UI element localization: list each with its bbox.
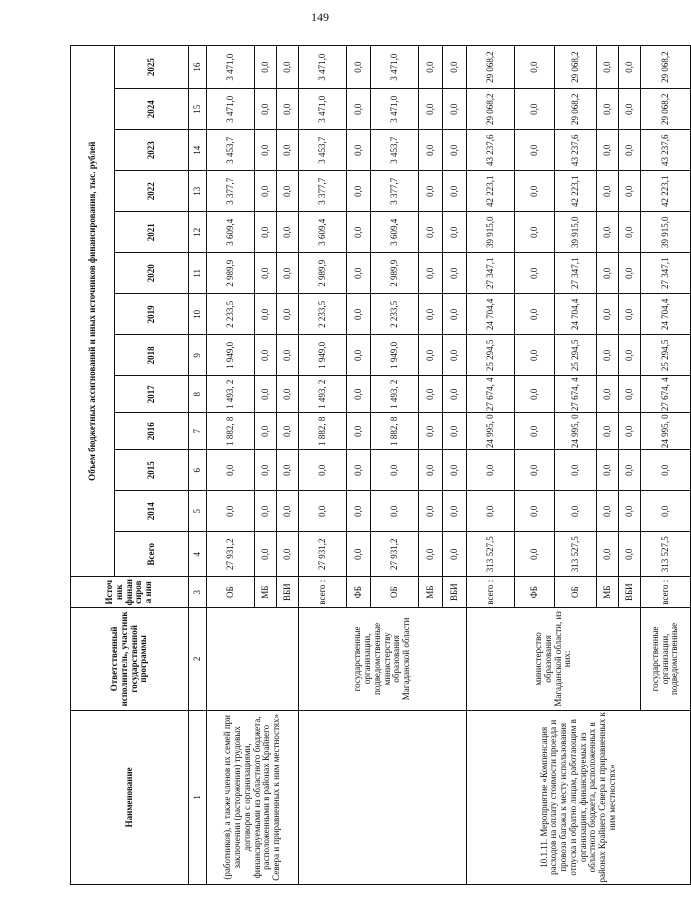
value-cell: 0,0 — [443, 46, 467, 89]
source-cell: ФБ — [347, 577, 371, 608]
value-cell: 2 989,9 — [207, 253, 255, 294]
value-cell: 0,0 — [443, 450, 467, 491]
header-year: 2018 — [115, 335, 189, 376]
value-cell: 0,0 — [515, 450, 555, 491]
source-cell: ОБ — [555, 577, 597, 608]
value-cell: 1 493, 2 — [299, 376, 347, 413]
value-cell: 27 674, 4 — [555, 376, 597, 413]
value-cell: 0,0 — [443, 130, 467, 171]
value-cell: 1 882, 8 — [207, 413, 255, 450]
source-cell: всего : — [467, 577, 515, 608]
header-year: 2024 — [115, 89, 189, 130]
table-row — [299, 46, 347, 885]
value-cell: 0,0 — [515, 171, 555, 212]
column-number: 4 — [189, 532, 207, 577]
value-cell: 3 377,7 — [371, 171, 419, 212]
value-cell: 0,0 — [419, 89, 443, 130]
value-cell: 0,0 — [443, 335, 467, 376]
column-number: 7 — [189, 413, 207, 450]
header-total: Всего — [115, 532, 189, 577]
value-cell: 24 995, 0 — [467, 413, 515, 450]
source-cell: ФБ — [515, 577, 555, 608]
source-cell: МБ — [597, 577, 619, 608]
value-cell: 0,0 — [277, 89, 299, 130]
header-year: 2025 — [115, 46, 189, 89]
value-cell: 0,0 — [619, 376, 641, 413]
value-cell: 0,0 — [255, 491, 277, 532]
value-cell: 0,0 — [619, 253, 641, 294]
value-cell: 0,0 — [255, 212, 277, 253]
value-cell: 39 915,0 — [467, 212, 515, 253]
value-cell: 0,0 — [597, 532, 619, 577]
value-cell: 0,0 — [371, 491, 419, 532]
value-cell: 3 453,7 — [371, 130, 419, 171]
value-cell: 0,0 — [443, 532, 467, 577]
value-cell: 313 527,5 — [555, 532, 597, 577]
source-cell: ВБИ — [443, 577, 467, 608]
value-cell: 0,0 — [419, 46, 443, 89]
value-cell: 0,0 — [515, 532, 555, 577]
value-cell: 0,0 — [255, 171, 277, 212]
value-cell: 0,0 — [443, 89, 467, 130]
value-cell: 0,0 — [347, 130, 371, 171]
value-cell: 2 233,5 — [299, 294, 347, 335]
value-cell: 0,0 — [347, 376, 371, 413]
value-cell: 0,0 — [299, 491, 347, 532]
value-cell: 27 347,1 — [467, 253, 515, 294]
value-cell: 24 704,4 — [555, 294, 597, 335]
value-cell: 27 347,1 — [641, 253, 691, 294]
column-number: 11 — [189, 253, 207, 294]
value-cell: 0,0 — [347, 89, 371, 130]
value-cell: 0,0 — [255, 294, 277, 335]
table-body — [207, 46, 691, 885]
activity-name: 10.1.11. Мероприятие «Компенсация расходов на оплату стоимости проезда и провоза багажа к месту использования отпуска и обратно лицам, работающим в организациях, финансируемых из областного бюджета, расположенных в районах Крайнего Севера и приравненных к ним местностях» — [467, 710, 691, 884]
value-cell: 0,0 — [347, 253, 371, 294]
value-cell: 42 223,1 — [467, 171, 515, 212]
value-cell: 24 704,4 — [467, 294, 515, 335]
value-cell: 0,0 — [277, 46, 299, 89]
column-number: 5 — [189, 491, 207, 532]
value-cell: 39 915,0 — [641, 212, 691, 253]
value-cell: 0,0 — [207, 491, 255, 532]
value-cell: 0,0 — [597, 376, 619, 413]
value-cell: 0,0 — [419, 376, 443, 413]
header-year: 2022 — [115, 171, 189, 212]
value-cell: 0,0 — [277, 491, 299, 532]
rotated-page — [70, 45, 680, 885]
value-cell: 0,0 — [277, 376, 299, 413]
page-number: 149 — [311, 10, 329, 24]
value-cell: 24 995, 0 — [641, 413, 691, 450]
executor-cell: государственные организации, подведомственные — [641, 608, 691, 711]
header-executor: Ответственный исполнитель, участник государственной программы — [71, 608, 189, 711]
value-cell: 1 493, 2 — [371, 376, 419, 413]
value-cell: 0,0 — [467, 450, 515, 491]
value-cell: 3 609,4 — [299, 212, 347, 253]
column-number: 14 — [189, 130, 207, 171]
header-year: 2017 — [115, 376, 189, 413]
source-cell: МБ — [419, 577, 443, 608]
value-cell: 0,0 — [255, 253, 277, 294]
value-cell: 29 068,2 — [467, 46, 515, 89]
value-cell: 3 377,7 — [299, 171, 347, 212]
value-cell: 0,0 — [555, 491, 597, 532]
value-cell: 0,0 — [347, 171, 371, 212]
value-cell: 0,0 — [347, 413, 371, 450]
value-cell: 0,0 — [597, 294, 619, 335]
value-cell: 0,0 — [443, 491, 467, 532]
value-cell: 0,0 — [619, 294, 641, 335]
value-cell: 2 233,5 — [207, 294, 255, 335]
value-cell: 3 453,7 — [207, 130, 255, 171]
value-cell: 0,0 — [419, 491, 443, 532]
value-cell: 0,0 — [419, 335, 443, 376]
value-cell: 0,0 — [419, 130, 443, 171]
value-cell: 313 527,5 — [641, 532, 691, 577]
value-cell: 0,0 — [597, 212, 619, 253]
value-cell: 25 294,5 — [555, 335, 597, 376]
value-cell: 43 237,6 — [555, 130, 597, 171]
value-cell: 0,0 — [255, 376, 277, 413]
value-cell: 0,0 — [347, 46, 371, 89]
column-number: 16 — [189, 46, 207, 89]
value-cell: 43 237,6 — [641, 130, 691, 171]
column-number: 8 — [189, 376, 207, 413]
value-cell: 0,0 — [277, 212, 299, 253]
value-cell: 0,0 — [347, 294, 371, 335]
value-cell: 0,0 — [443, 413, 467, 450]
value-cell: 0,0 — [597, 450, 619, 491]
column-number: 3 — [189, 577, 207, 608]
value-cell: 24 704,4 — [641, 294, 691, 335]
value-cell: 1 882, 8 — [371, 413, 419, 450]
value-cell: 27 931,2 — [207, 532, 255, 577]
value-cell: 1 949,0 — [207, 335, 255, 376]
value-cell: 0,0 — [619, 413, 641, 450]
column-number: 6 — [189, 450, 207, 491]
value-cell: 0,0 — [597, 171, 619, 212]
source-cell: МБ — [255, 577, 277, 608]
value-cell: 2 989,9 — [299, 253, 347, 294]
budget-table — [70, 45, 691, 885]
value-cell: 0,0 — [299, 450, 347, 491]
value-cell: 0,0 — [419, 413, 443, 450]
value-cell: 0,0 — [277, 171, 299, 212]
header-year: 2019 — [115, 294, 189, 335]
value-cell: 1 493, 2 — [207, 376, 255, 413]
executor-cell: государственные организации, подведомственные министерству образования Магаданской области — [299, 608, 467, 711]
value-cell: 0,0 — [619, 89, 641, 130]
value-cell: 0,0 — [443, 253, 467, 294]
value-cell: 3 471,0 — [207, 89, 255, 130]
value-cell: 0,0 — [597, 46, 619, 89]
source-cell: ВБИ — [619, 577, 641, 608]
value-cell: 42 223,1 — [641, 171, 691, 212]
value-cell: 29 068,2 — [467, 89, 515, 130]
header-source: Источ ник финан сирова ния — [71, 577, 189, 608]
header-year: 2020 — [115, 253, 189, 294]
value-cell: 0,0 — [515, 413, 555, 450]
value-cell: 0,0 — [371, 450, 419, 491]
column-number: 10 — [189, 294, 207, 335]
value-cell: 0,0 — [597, 89, 619, 130]
table-row — [207, 46, 255, 885]
value-cell: 0,0 — [443, 376, 467, 413]
value-cell: 0,0 — [467, 491, 515, 532]
header-year: 2021 — [115, 212, 189, 253]
value-cell: 1 949,0 — [299, 335, 347, 376]
value-cell: 313 527,5 — [467, 532, 515, 577]
executor-cell — [207, 608, 299, 711]
value-cell: 0,0 — [597, 253, 619, 294]
activity-name: (работников), а также членов их семей при заключении (расторжении) трудовых договоров с организациями, финансируемыми из областного бюджета, расположенными в районах Крайнего Севера и приравненных к ним местностях» — [207, 710, 299, 884]
value-cell: 0,0 — [555, 450, 597, 491]
value-cell: 1 882, 8 — [299, 413, 347, 450]
value-cell: 2 233,5 — [371, 294, 419, 335]
value-cell: 0,0 — [277, 450, 299, 491]
value-cell: 0,0 — [443, 212, 467, 253]
value-cell: 24 995, 0 — [555, 413, 597, 450]
value-cell: 3 609,4 — [207, 212, 255, 253]
value-cell: 27 674, 4 — [641, 376, 691, 413]
value-cell: 3 471,0 — [207, 46, 255, 89]
value-cell: 0,0 — [255, 335, 277, 376]
source-cell: ОБ — [371, 577, 419, 608]
value-cell: 25 294,5 — [467, 335, 515, 376]
value-cell: 0,0 — [597, 335, 619, 376]
header-year: 2015 — [115, 450, 189, 491]
value-cell: 3 377,7 — [207, 171, 255, 212]
value-cell: 3 471,0 — [371, 46, 419, 89]
value-cell: 0,0 — [619, 130, 641, 171]
value-cell: 0,0 — [419, 212, 443, 253]
value-cell: 0,0 — [597, 130, 619, 171]
value-cell: 0,0 — [515, 335, 555, 376]
value-cell: 3 471,0 — [299, 46, 347, 89]
value-cell: 0,0 — [419, 532, 443, 577]
value-cell: 0,0 — [619, 335, 641, 376]
value-cell: 0,0 — [347, 532, 371, 577]
value-cell: 39 915,0 — [555, 212, 597, 253]
value-cell: 0,0 — [619, 491, 641, 532]
column-number: 1 — [189, 710, 207, 884]
value-cell: 0,0 — [255, 89, 277, 130]
value-cell: 0,0 — [641, 491, 691, 532]
header-year: 2023 — [115, 130, 189, 171]
header-year: 2014 — [115, 491, 189, 532]
value-cell: 0,0 — [597, 491, 619, 532]
value-cell: 29 068,2 — [555, 46, 597, 89]
header-row-1 — [71, 46, 115, 885]
value-cell: 0,0 — [619, 171, 641, 212]
value-cell: 0,0 — [515, 46, 555, 89]
value-cell: 0,0 — [347, 450, 371, 491]
column-number: 13 — [189, 171, 207, 212]
value-cell: 0,0 — [515, 294, 555, 335]
value-cell: 43 237,6 — [467, 130, 515, 171]
value-cell: 0,0 — [277, 413, 299, 450]
header-funding-group: Объем бюджетных ассигнований и иных источников финансирования, тыс. рублей — [71, 46, 115, 577]
value-cell: 0,0 — [597, 413, 619, 450]
value-cell: 0,0 — [515, 130, 555, 171]
column-number: 9 — [189, 335, 207, 376]
value-cell: 0,0 — [619, 450, 641, 491]
value-cell: 0,0 — [419, 450, 443, 491]
value-cell: 0,0 — [255, 46, 277, 89]
value-cell: 0,0 — [277, 335, 299, 376]
value-cell: 27 674, 4 — [467, 376, 515, 413]
value-cell: 27 347,1 — [555, 253, 597, 294]
value-cell: 0,0 — [419, 253, 443, 294]
value-cell: 3 471,0 — [299, 89, 347, 130]
value-cell: 0,0 — [347, 335, 371, 376]
blank-name-cell — [299, 710, 467, 884]
value-cell: 0,0 — [515, 376, 555, 413]
value-cell: 0,0 — [347, 212, 371, 253]
value-cell: 0,0 — [515, 253, 555, 294]
value-cell: 0,0 — [419, 294, 443, 335]
value-cell: 0,0 — [347, 491, 371, 532]
value-cell: 0,0 — [255, 450, 277, 491]
value-cell: 29 068,2 — [641, 46, 691, 89]
value-cell: 0,0 — [255, 532, 277, 577]
source-cell: всего : — [299, 577, 347, 608]
value-cell: 0,0 — [277, 532, 299, 577]
value-cell: 0,0 — [277, 253, 299, 294]
value-cell: 0,0 — [443, 171, 467, 212]
value-cell: 0,0 — [419, 171, 443, 212]
value-cell: 29 068,2 — [555, 89, 597, 130]
value-cell: 27 931,2 — [371, 532, 419, 577]
column-number: 15 — [189, 89, 207, 130]
value-cell: 0,0 — [207, 450, 255, 491]
value-cell: 0,0 — [641, 450, 691, 491]
value-cell: 0,0 — [515, 212, 555, 253]
value-cell: 0,0 — [619, 532, 641, 577]
value-cell: 0,0 — [255, 413, 277, 450]
value-cell: 29 068,2 — [641, 89, 691, 130]
value-cell: 42 223,1 — [555, 171, 597, 212]
value-cell: 3 609,4 — [371, 212, 419, 253]
value-cell: 0,0 — [443, 294, 467, 335]
column-number: 2 — [189, 608, 207, 711]
source-cell: ОБ — [207, 577, 255, 608]
value-cell: 0,0 — [619, 46, 641, 89]
header-name: Наименование — [71, 710, 189, 884]
value-cell: 0,0 — [619, 212, 641, 253]
value-cell: 0,0 — [255, 130, 277, 171]
value-cell: 0,0 — [277, 294, 299, 335]
value-cell: 2 989,9 — [371, 253, 419, 294]
value-cell: 0,0 — [515, 89, 555, 130]
source-cell: всего : — [641, 577, 691, 608]
value-cell: 3 471,0 — [371, 89, 419, 130]
value-cell: 27 931,2 — [299, 532, 347, 577]
value-cell: 3 453,7 — [299, 130, 347, 171]
column-number: 12 — [189, 212, 207, 253]
header-year: 2016 — [115, 413, 189, 450]
column-number-row — [189, 46, 207, 885]
value-cell: 0,0 — [515, 491, 555, 532]
value-cell: 0,0 — [277, 130, 299, 171]
table-row — [467, 46, 515, 885]
source-cell: ВБИ — [277, 577, 299, 608]
executor-cell: министерство образования Магаданской области, из них: — [467, 608, 641, 711]
value-cell: 1 949,0 — [371, 335, 419, 376]
value-cell: 25 294,5 — [641, 335, 691, 376]
